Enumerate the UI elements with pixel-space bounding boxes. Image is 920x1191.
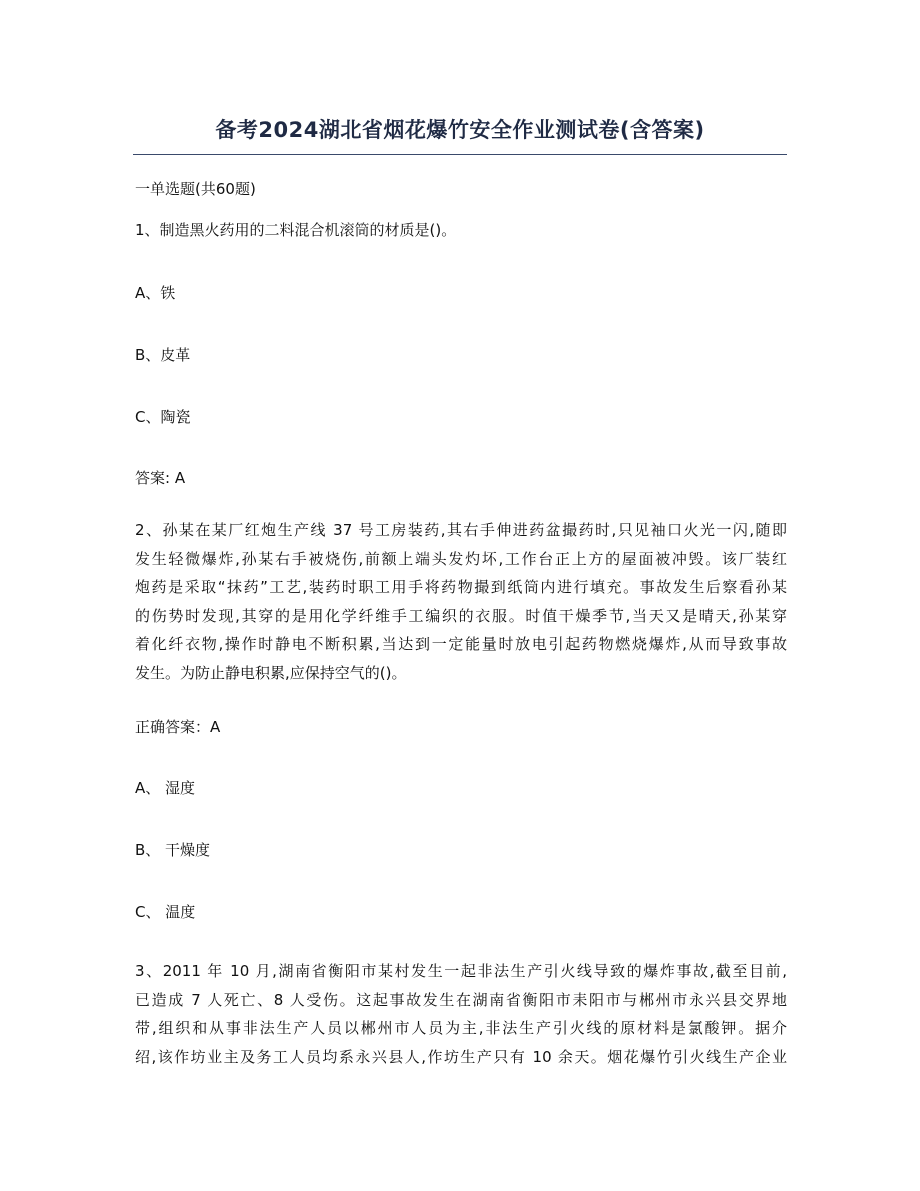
title-divider xyxy=(133,154,787,155)
question-2-line: 发生轻微爆炸,孙某右手被烧伤,前额上端头发灼坏,工作台正上方的屋面被冲毁。该厂装红 xyxy=(135,549,787,568)
question-2-line: 的伤势时发现,其穿的是用化学纤维手工编织的衣服。时值干燥季节,当天又是晴天,孙某穿 xyxy=(135,606,787,625)
question-2-line: 着化纤衣物,操作时静电不断积累,当达到一定能量时放电引起药物燃烧爆炸,从而导致事故 xyxy=(135,635,787,654)
question-2-option-c: C、 温度 xyxy=(135,903,196,921)
question-3-stem xyxy=(135,957,787,1071)
question-3-line: 带,组织和从事非法生产人员以郴州市人员为主,非法生产引火线的原材料是氯酸钾。据介 xyxy=(135,1019,787,1038)
question-2-stem xyxy=(135,516,787,688)
question-2-line: 发生。为防止静电积累,应保持空气的()。 xyxy=(135,663,407,682)
question-2-answer: 正确答案：A xyxy=(135,718,221,736)
question-2-line: 炮药是采取“抹药”工艺,装药时职工用手将药物撮到纸筒内进行填充。事故发生后察看孙某 xyxy=(135,578,787,597)
question-2-option-a: A、 湿度 xyxy=(135,779,196,797)
question-3-line: 绍,该作坊业主及务工人员均系永兴县人,作坊生产只有 10 余天。烟花爆竹引火线生产企业 xyxy=(135,1047,787,1066)
question-1-stem: 1、制造黑火药用的二料混合机滚筒的材质是()。 xyxy=(135,221,457,239)
question-2-line: 2、孙某在某厂红炮生产线 37 号工房装药,其右手伸进药盆撮药时,只见袖口火光一闪,随即 xyxy=(135,521,787,539)
question-3-line: 3、2011 年 10 月,湖南省衡阳市某村发生一起非法生产引火线导致的爆炸事故,截至目前, xyxy=(135,962,787,980)
question-1-option-b: B、皮革 xyxy=(135,346,191,364)
question-1-option-c: C、陶瓷 xyxy=(135,408,191,426)
question-1-answer: 答案: A xyxy=(135,469,186,487)
question-1-option-a: A、铁 xyxy=(135,284,176,302)
section-heading: 一单选题(共60题) xyxy=(135,180,256,198)
question-3-line: 已造成 7 人死亡、8 人受伤。这起事故发生在湖南省衡阳市耒阳市与郴州市永兴县交界地 xyxy=(135,990,787,1009)
document-title: 备考2024湖北省烟花爆竹安全作业测试卷(含答案) xyxy=(215,118,705,142)
question-2-option-b: B、 干燥度 xyxy=(135,841,211,859)
